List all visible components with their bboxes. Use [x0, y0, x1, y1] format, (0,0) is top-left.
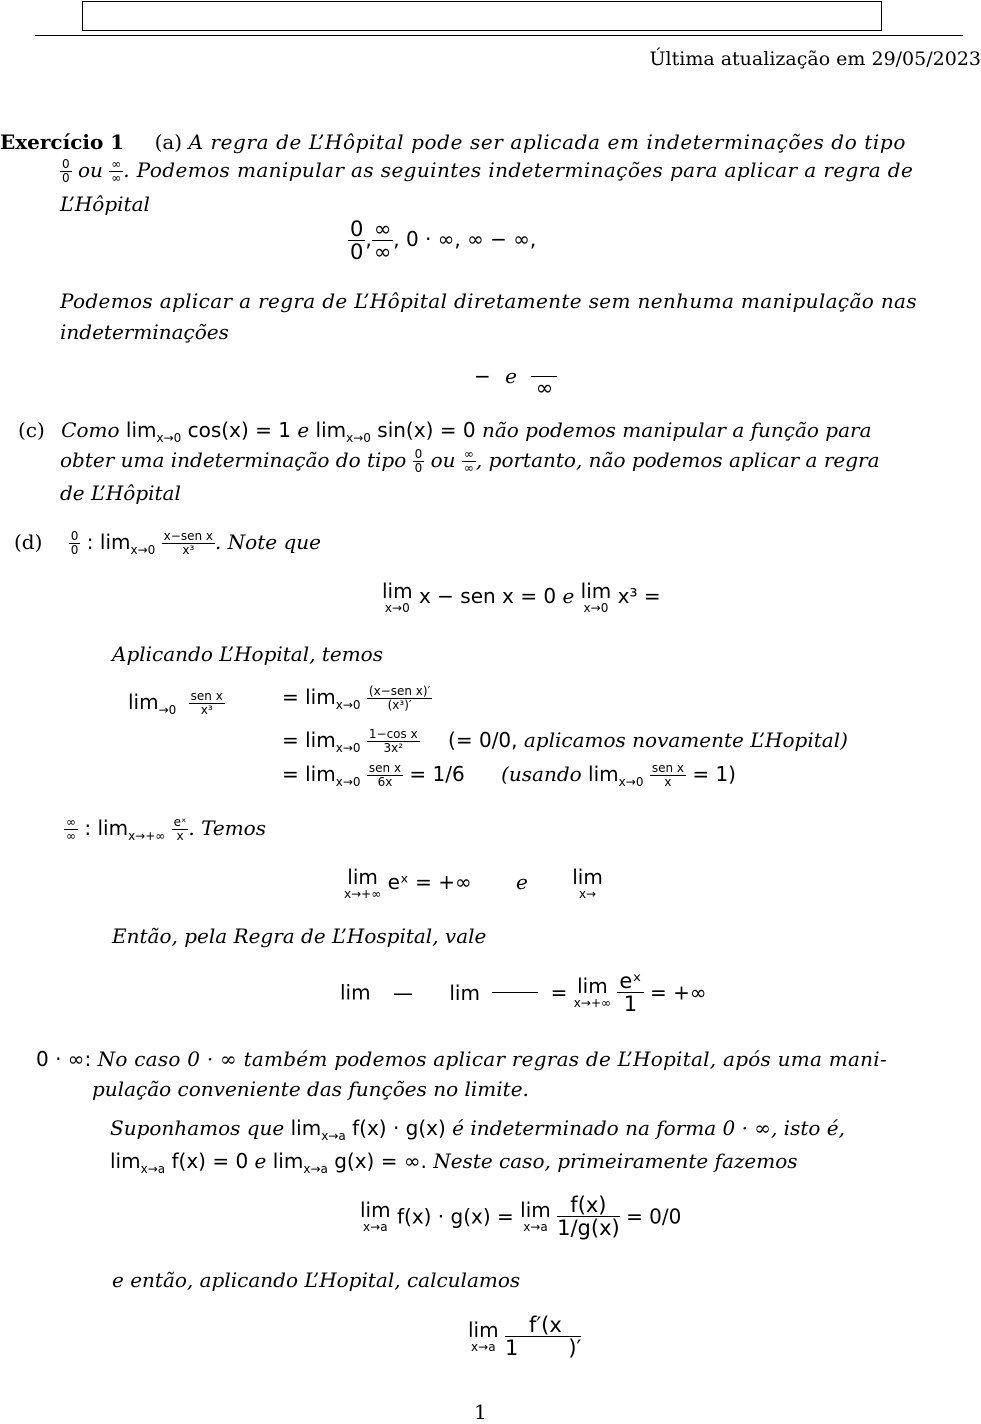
item-c: (c): [18, 418, 45, 442]
item-d: (d): [14, 530, 43, 554]
d-lhs: $\lim_{\to 0}$ $\frac{\text{sen x}}{\text{x³}}$: [128, 689, 223, 717]
zero-inf-last: lim x→a $\frac{f'(x}{1 )'}$: [468, 1313, 582, 1361]
frac-inf-inf-big: $\frac{\infty}{\infty}$: [373, 217, 392, 265]
header-rule: [35, 35, 963, 36]
zero-inf-then: e então, aplicando L’Hopital, calculamos: [112, 1268, 521, 1292]
d-eq-1: lim x→0 x − sen x = 0 e lim x→0 x³ =: [382, 579, 661, 615]
zero-inf-line-2: pulação conveniente das funções no limite.: [92, 1077, 529, 1101]
display-forms-2: [474, 356, 557, 399]
last-updated-text: Última atualização em 29/05/2023: [649, 48, 981, 70]
d-row-1: = $\lim_{x\to 0}$ $\frac{\text{(x−sen x)′}}{\text{(x³)′}}$: [282, 684, 431, 712]
exercise-line-1: [0, 130, 906, 154]
c-line-3: de L’Hôpital: [60, 481, 181, 505]
a-ou: ou: [78, 158, 103, 182]
zero-inf-sup-1: Suponhamos que $\lim_{x\to a} f(x) \cdot g(x)$ é indeterminado na forma 0 · ∞, isto é,: [110, 1116, 845, 1143]
a-line-1: A regra de L’Hôpital pode ser aplicada em indeterminações do tipo: [188, 130, 906, 154]
a-line-3: L’Hôpital: [60, 192, 150, 216]
frac-blank-inf: ∞: [531, 356, 557, 399]
zero-inf-sup-2: $\lim_{x\to a} f(x) = 0$ e $\lim_{x\to a} g(x)$ = ∞. Neste caso, primeiramente fazemos: [110, 1149, 798, 1176]
inf-eq-2: lim — lim = lim x→+∞ $\frac{\text{eˣ}}{1}$ = +∞: [340, 969, 707, 1017]
item-a: (a): [154, 130, 183, 154]
a-line-2-rest: . Podemos manipular as seguintes indeterminações para aplicar a regra de: [123, 158, 914, 182]
zero-inf-line-1: 0 · ∞: No caso 0 · ∞ também podemos aplicar regras de L’Hopital, após uma mani-: [36, 1047, 887, 1071]
forms-rest: , 0 · ∞, ∞ − ∞,: [393, 227, 537, 252]
display-2-e: e: [505, 364, 517, 389]
d-line-1: (d) $\frac{0}{0}$ : $\lim_{x\to 0}$ $\frac{\text{x−sen x}}{\text{x³}}$ . Note que: [14, 529, 321, 557]
header-box: [82, 1, 882, 31]
inf-entao: Então, pela Regra de L’Hospital, vale: [112, 924, 487, 948]
page-number: 1: [474, 1400, 487, 1424]
exercise-label: Exercício 1: [0, 130, 125, 154]
frac-0-0-big: $\frac{0}{0}$: [350, 217, 364, 265]
zero-inf-eq: lim x→a f(x) · g(x) = lim x→a $\frac{f(x)}{1/g(x)}$ = 0/0: [360, 1193, 682, 1241]
last-updated: [0, 48, 981, 70]
d-row-3: = $\lim_{x\to 0}$ $\frac{\text{sen x}}{6x}$ = 1/6 (usando $\lim_{x\to 0}$ $\frac{\text{sen x}}{x}$ = 1): [282, 761, 736, 789]
frac-inf-inf: $\frac{\infty}{\infty}$: [111, 157, 122, 185]
frac-0-0: $\frac{0}{0}$: [62, 157, 70, 185]
c-line-1: (c) Como $\lim_{x\to 0} \cos(x) = 1$ e $\lim_{x\to 0} \sin(x) = 0$ não podemos manipular a função para: [18, 418, 872, 445]
inf-eq-1: lim x→+∞ eˣ = +∞ e lim x→: [344, 865, 603, 901]
a-line-2: [60, 158, 913, 185]
inf-line-1: $\frac{\infty}{\infty}$ : $\lim_{x\to+\infty}$ $\frac{\text{eˣ}}{x}$ . Temos: [66, 815, 266, 843]
d-row-2: = $\lim_{x\to 0}$ $\frac{\text{1−cos x}}{\text{3x²}}$ (= 0/0, aplicamos novamente L’Hopital): [282, 727, 848, 755]
a-line-4: Podemos aplicar a regra de L’Hôpital diretamente sem nenhuma manipulação nas: [60, 289, 917, 313]
d-applying: Aplicando L’Hopital, temos: [112, 642, 383, 666]
c-line-2: obter uma indeterminação do tipo $\frac{0}{0}$ ou $\frac{\infty}{\infty}$ , portanto, não podemos aplicar a regra: [60, 447, 880, 475]
a-line-5: indeterminações: [60, 320, 229, 344]
display-forms: $\frac{0}{0}$ , $\frac{\infty}{\infty}$ , 0 · ∞, ∞ − ∞,: [350, 217, 537, 265]
minus-sign: −: [474, 364, 491, 389]
